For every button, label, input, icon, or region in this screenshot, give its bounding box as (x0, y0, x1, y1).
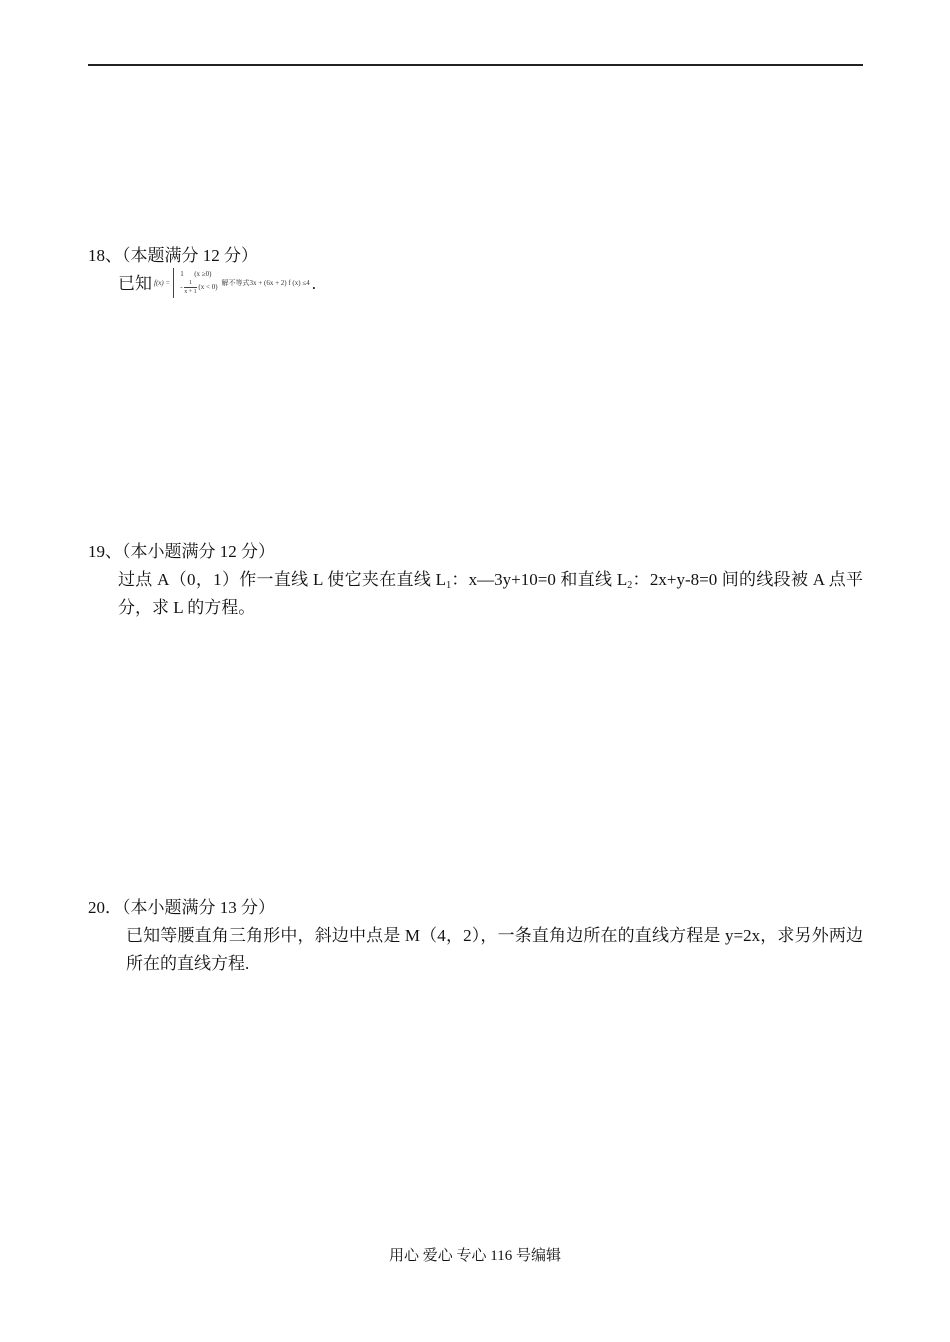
case-2-denominator: x + 1 (184, 289, 197, 296)
question-19-title: 19、（本小题满分 12 分） (88, 542, 275, 561)
page-footer: 用心 爱心 专心 116 号编辑 (389, 1248, 561, 1264)
formula-inequality: 解不等式3x + (6x + 2) f (x) ≤4 (221, 278, 310, 287)
question-19-text-3: ：2x+y-8=0 间的线段被 A 点平分，求 L 的方程。 (118, 570, 863, 617)
question-19-body (88, 566, 863, 622)
case-2-fraction (184, 279, 196, 296)
question-19-text-1: 过点 A（0，1）作一直线 L 使它夹在直线 L (118, 570, 447, 589)
question-20-body: 已知等腰直角三角形中，斜边中点是 M（4，2），一条直角边所在的直线方程是 y=2x，求另外两边所在的直线方程. (126, 926, 863, 973)
question-20-title: 20．（本小题满分 13 分） (88, 898, 275, 917)
question-18-prefix: 已知 (118, 274, 152, 293)
formula-case-2 (180, 279, 217, 296)
line-1-subscript: 1 (446, 580, 452, 591)
case-1-condition: (x ≥0) (194, 270, 212, 279)
case-2-numerator: 1 (184, 279, 196, 288)
case-2-sign: - (180, 283, 183, 292)
question-18-title: 18、（本题满分 12 分） (88, 246, 258, 265)
case-2-condition: (x < 0) (198, 283, 218, 292)
question-18 (88, 242, 863, 300)
formula-case-1 (180, 270, 217, 279)
formula-brace (173, 268, 177, 298)
case-1-value: 1 (180, 270, 184, 279)
header-rule (88, 64, 863, 66)
question-19-text-2: ：x—3y+10=0 和直线 L (451, 570, 628, 589)
formula-cases (180, 270, 217, 296)
question-18-suffix: . (311, 274, 316, 293)
question-20 (88, 894, 863, 978)
question-19 (88, 538, 863, 622)
formula-lhs: f(x) = (154, 278, 171, 287)
line-2-subscript: 2 (627, 580, 633, 591)
question-18-body (88, 270, 863, 300)
piecewise-formula (154, 268, 310, 298)
